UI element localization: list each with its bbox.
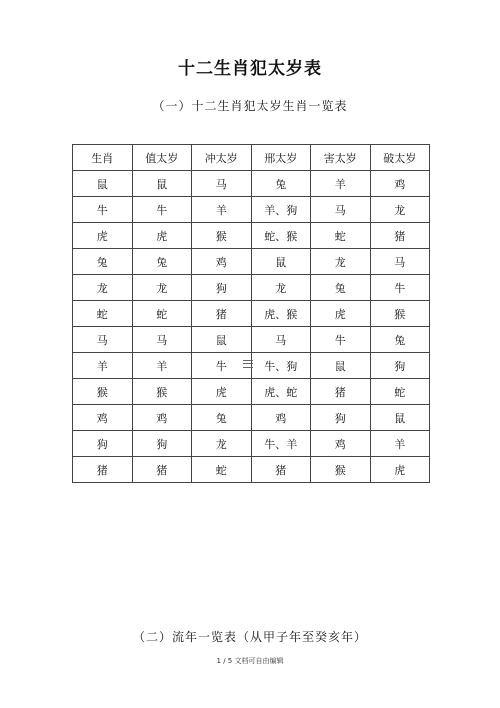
table-row (73, 327, 430, 353)
table-row (73, 301, 430, 327)
table-cell: 鼠 (251, 249, 311, 275)
table-cell: 羊 (370, 431, 430, 457)
table-cell: 蛇 (132, 301, 192, 327)
table-cell: 马 (132, 327, 192, 353)
table-row (73, 457, 430, 483)
page-title: 十二生肖犯太岁表 (178, 59, 322, 79)
table-cell: 虎 (370, 457, 430, 483)
table-cell: 狗 (370, 353, 430, 379)
table-cell: 猪 (192, 301, 252, 327)
table-cell: 蛇 (73, 301, 133, 327)
table-cell: 虎 (311, 301, 371, 327)
table-cell: 狗 (73, 431, 133, 457)
table-cell: 蛇 (311, 223, 371, 249)
table-cell: 牛 (370, 275, 430, 301)
table-cell: 虎、猴 (251, 301, 311, 327)
table-cell: 猪 (73, 457, 133, 483)
table-cell: 鸡 (192, 249, 252, 275)
table-cell: 蛇 (370, 379, 430, 405)
table-cell: 鼠 (73, 171, 133, 197)
table-cell: 猴 (192, 223, 252, 249)
table-cell: 龙 (251, 275, 311, 301)
zodiac-conflict-table (72, 144, 430, 483)
table-cell: 猴 (73, 379, 133, 405)
table-cell: 猪 (311, 379, 371, 405)
table-cell: 羊 (311, 171, 371, 197)
column-header-xing-taisui: 邢太岁 (251, 145, 311, 171)
table-cell: 兔 (251, 171, 311, 197)
table-cell: 牛 (192, 353, 252, 379)
table-cell: 虎 (192, 379, 252, 405)
table-row (73, 275, 430, 301)
table-row (73, 249, 430, 275)
table-cell: 牛 (73, 197, 133, 223)
table-cell: 马 (370, 249, 430, 275)
table-row (73, 405, 430, 431)
table-cell: 牛、羊 (251, 431, 311, 457)
table-cell: 龙 (132, 275, 192, 301)
table-row (73, 223, 430, 249)
table-row (73, 197, 430, 223)
table-cell: 鸡 (73, 405, 133, 431)
table-cell: 马 (192, 171, 252, 197)
table-cell: 马 (311, 197, 371, 223)
table-cell: 虎 (73, 223, 133, 249)
column-header-po-taisui: 破太岁 (370, 145, 430, 171)
table-cell: 鼠 (192, 327, 252, 353)
table-header-row (73, 145, 430, 171)
table-cell: 龙 (311, 249, 371, 275)
column-header-hai-taisui: 害太岁 (311, 145, 371, 171)
table-cell: 鸡 (311, 431, 371, 457)
table-cell: 狗 (132, 431, 192, 457)
column-header-chong-taisui: 冲太岁 (192, 145, 252, 171)
table-cell: 牛、狗 (251, 353, 311, 379)
table-cell: 兔 (192, 405, 252, 431)
table-row (73, 171, 430, 197)
column-header-zodiac: 生肖 (73, 145, 133, 171)
section-heading-zodiac-table: （一）十二生肖犯太岁生肖一览表 (152, 99, 348, 113)
column-header-zhi-taisui: 值太岁 (132, 145, 192, 171)
table-cell: 羊 (132, 353, 192, 379)
table-body (73, 171, 430, 483)
table-cell: 狗 (192, 275, 252, 301)
table-cell: 鸡 (132, 405, 192, 431)
table-cell: 鼠 (370, 405, 430, 431)
table-cell: 鸡 (251, 405, 311, 431)
table-cell: 猪 (370, 223, 430, 249)
table-cell: 鼠 (132, 171, 192, 197)
table-cell: 兔 (311, 275, 371, 301)
table-cell: 马 (251, 327, 311, 353)
table-cell: 猪 (132, 457, 192, 483)
table-cell: 狗 (311, 405, 371, 431)
table-cell: 羊 (73, 353, 133, 379)
table-cell: 蛇 (192, 457, 252, 483)
table-cell: 龙 (370, 197, 430, 223)
table-cell: 牛 (311, 327, 371, 353)
table-cell: 猴 (311, 457, 371, 483)
table-row (73, 379, 430, 405)
table-cell: 羊 (192, 197, 252, 223)
table-cell: 鼠 (311, 353, 371, 379)
table-cell: 羊、狗 (251, 197, 311, 223)
table-cell: 兔 (73, 249, 133, 275)
stamp-mark (243, 360, 253, 368)
section-heading-yearly-table: （二）流年一览表（从甲子年至癸亥年） (132, 630, 367, 644)
table-cell: 猴 (370, 301, 430, 327)
table-cell: 猴 (132, 379, 192, 405)
table-cell: 虎 (132, 223, 192, 249)
table-cell: 虎、蛇 (251, 379, 311, 405)
table-cell: 兔 (132, 249, 192, 275)
table-cell: 鸡 (370, 171, 430, 197)
table-cell: 蛇、猴 (251, 223, 311, 249)
table-cell: 猪 (251, 457, 311, 483)
table-cell: 龙 (73, 275, 133, 301)
table-cell: 马 (73, 327, 133, 353)
table-cell: 龙 (192, 431, 252, 457)
page-footer: 1 / 5 文档可自由编辑 (216, 657, 284, 665)
table-cell: 兔 (370, 327, 430, 353)
table-row (73, 431, 430, 457)
table-cell: 牛 (132, 197, 192, 223)
